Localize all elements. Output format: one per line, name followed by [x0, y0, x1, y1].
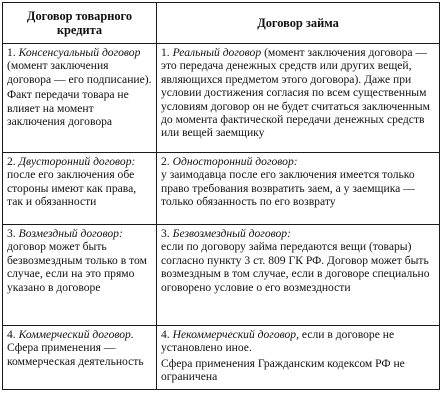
item-number: 2. — [7, 155, 16, 168]
cell-paragraph — [7, 227, 152, 294]
cell-text: у заимодавца после его заключения имеется только право требования возвратить заем, а у заемщика — только обязанность по его возврату — [161, 168, 415, 209]
contract-type-term: Возмездный договор: — [18, 227, 123, 240]
cell-text: договор может быть безвозмездным только в том случае, если на это прямо указано в договоре — [7, 240, 147, 294]
cell-text: после его заключения обе стороны имеют как права, так и обязанности — [7, 168, 137, 209]
cell-paragraph — [7, 46, 152, 86]
cell-paragraph — [161, 155, 435, 209]
item-number: 3. — [161, 227, 170, 240]
table-header-row — [3, 3, 440, 44]
table-row — [3, 225, 440, 326]
cell-loan-agreement — [157, 326, 440, 390]
contract-type-term: Двусторонний договор: — [18, 155, 136, 168]
cell-extra-text: Сфера применения Гражданским кодексом РФ не ограничена — [161, 356, 405, 384]
cell-text: если в договоре не установлено иное. — [161, 328, 395, 355]
cell-text: (момент заключения договора — его подписание). — [7, 59, 152, 86]
item-number: 4. — [161, 328, 170, 341]
cell-paragraph — [161, 227, 435, 294]
item-number: 4. — [7, 328, 16, 341]
cell-loan-agreement — [157, 153, 440, 225]
table-row — [3, 44, 440, 153]
cell-commodity-credit — [3, 44, 157, 153]
cell-text: если по договору займа передаются вещи (товары) согласно пункту 3 ст. 809 ГК РФ. Договор может быть возмездным в том случае, если в договоре специально оговорено условие о его возмездности — [161, 240, 430, 294]
comparison-table — [2, 2, 440, 390]
item-number: 3. — [7, 227, 16, 240]
contract-type-term: Безвозмездный договор: — [172, 227, 291, 240]
contract-type-term: Односторонний договор: — [172, 155, 298, 168]
contract-type-term: Коммерческий договор. — [18, 328, 134, 341]
cell-text: Сфера применения — коммерческая деятельность — [7, 341, 144, 368]
cell-paragraph — [7, 155, 152, 209]
contract-type-term: Консенсуальный договор — [18, 46, 141, 59]
cell-paragraph — [7, 328, 152, 368]
header-commodity-credit: Договор товарного кредита — [3, 3, 157, 44]
contract-type-term: Некоммерческий договор, — [172, 328, 299, 341]
cell-loan-agreement — [157, 225, 440, 326]
item-number: 1. — [7, 46, 16, 59]
item-number: 2. — [161, 155, 170, 168]
cell-extra-text: Факт передачи товара не влияет на момент заключения договора — [7, 88, 129, 129]
item-number: 1. — [161, 46, 170, 59]
contract-type-term: Реальный договор — [172, 46, 262, 59]
cell-commodity-credit — [3, 153, 157, 225]
table-row — [3, 326, 440, 390]
table-row — [3, 153, 440, 225]
cell-commodity-credit — [3, 225, 157, 326]
cell-text: (момент заключения договора — это передача денежных средств или других вещей, являющихся предметом этого договора). Даже при условии достижения согласия по всем существенным условиям договор он не будет считаться заключенным до момента фактической передачи денежных средств или вещей заемщику — [161, 46, 430, 140]
cell-commodity-credit — [3, 326, 157, 390]
header-loan-agreement: Договор займа — [157, 3, 440, 44]
cell-paragraph — [161, 328, 435, 355]
cell-paragraph — [161, 46, 435, 140]
cell-loan-agreement — [157, 44, 440, 153]
